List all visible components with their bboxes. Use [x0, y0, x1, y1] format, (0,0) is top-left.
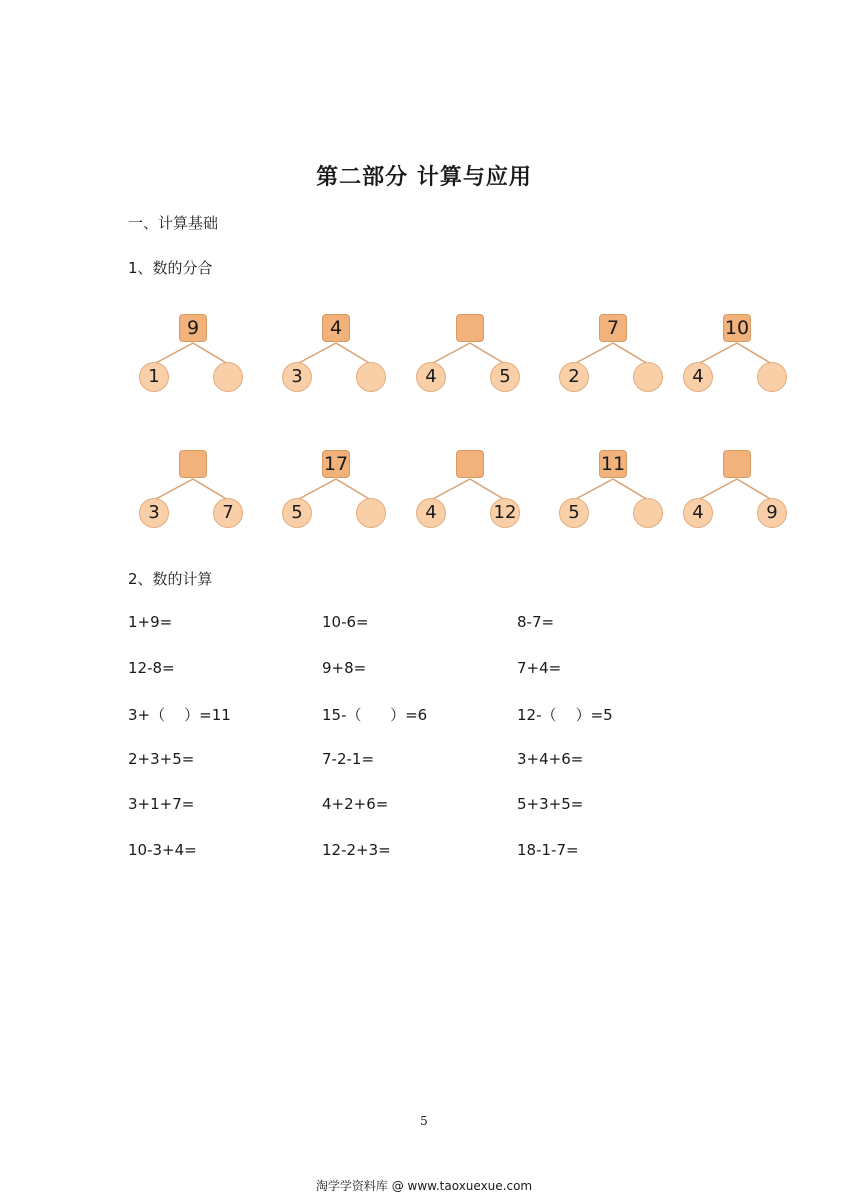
- bond-part-left: 3: [139, 498, 169, 528]
- calc-problem: 4+2+6=: [322, 795, 389, 813]
- footer-watermark: 淘学学资料库 @ www.taoxuexue.com: [315, 1179, 533, 1193]
- calc-problem: 5+3+5=: [517, 795, 584, 813]
- calc-problem: 12-8=: [128, 659, 175, 677]
- bond-total-box: [179, 450, 207, 478]
- bond-part-right: [356, 362, 386, 392]
- bond-total-box: [723, 450, 751, 478]
- bond-total-box: 10: [723, 314, 751, 342]
- bond-part-right: [213, 362, 243, 392]
- subsection-heading-decomposition: 1、数的分合: [128, 259, 213, 277]
- bond-total-box: 17: [322, 450, 350, 478]
- calc-problem: 10-6=: [322, 613, 369, 631]
- bond-line: [154, 343, 193, 364]
- bond-part-left: 4: [416, 362, 446, 392]
- bond-total-box: 9: [179, 314, 207, 342]
- page-number: 5: [420, 1114, 428, 1128]
- bond-line: [297, 479, 336, 500]
- bond-line: [297, 343, 336, 364]
- bond-line: [193, 343, 228, 364]
- bond-line: [574, 479, 613, 500]
- bond-part-right: 9: [757, 498, 787, 528]
- bond-line: [737, 343, 772, 364]
- calc-problem: 7+4=: [517, 659, 562, 677]
- calc-problem: 18-1-7=: [517, 841, 579, 859]
- bond-line: [613, 479, 648, 500]
- number-bond: [683, 450, 793, 545]
- calc-problem: 1+9=: [128, 613, 173, 631]
- bond-line: [613, 343, 648, 364]
- calc-problem: 3+1+7=: [128, 795, 195, 813]
- bond-part-left: 4: [416, 498, 446, 528]
- subsection-heading-calculation: 2、数的计算: [128, 570, 213, 588]
- bond-total-box: 7: [599, 314, 627, 342]
- bond-total-box: [456, 314, 484, 342]
- bond-line: [470, 343, 505, 364]
- bond-total-box: 11: [599, 450, 627, 478]
- bond-part-right: [356, 498, 386, 528]
- bond-line: [698, 343, 737, 364]
- bond-line: [574, 343, 613, 364]
- bond-part-right: 5: [490, 362, 520, 392]
- bond-part-left: 4: [683, 362, 713, 392]
- number-bond: [139, 450, 249, 545]
- calc-problem: 3+4+6=: [517, 750, 584, 768]
- bond-line: [193, 479, 228, 500]
- bond-line: [154, 479, 193, 500]
- bond-part-left: 5: [559, 498, 589, 528]
- bond-part-right: [633, 498, 663, 528]
- section-heading: 一、计算基础: [128, 214, 219, 232]
- number-bond: [416, 314, 526, 409]
- number-bond: [559, 450, 669, 545]
- calc-problem: 3+（ ）=11: [128, 706, 231, 724]
- bond-part-right: [757, 362, 787, 392]
- bond-total-box: [456, 450, 484, 478]
- number-bond: [282, 450, 392, 545]
- bond-part-right: [633, 362, 663, 392]
- calc-problem: 15-（ ）=6: [322, 706, 428, 724]
- number-bond: [416, 450, 526, 545]
- calc-problem: 12-（ ）=5: [517, 706, 613, 724]
- bond-part-left: 1: [139, 362, 169, 392]
- bond-part-right: 12: [490, 498, 520, 528]
- bond-line: [698, 479, 737, 500]
- number-bond: [139, 314, 249, 409]
- bond-total-box: 4: [322, 314, 350, 342]
- bond-line: [431, 479, 470, 500]
- calc-problem: 9+8=: [322, 659, 367, 677]
- number-bond: [559, 314, 669, 409]
- bond-line: [737, 479, 772, 500]
- bond-part-left: 4: [683, 498, 713, 528]
- page-title: 第二部分 计算与应用: [316, 165, 532, 190]
- calc-problem: 10-3+4=: [128, 841, 197, 859]
- calc-problem: 12-2+3=: [322, 841, 391, 859]
- bond-line: [336, 343, 371, 364]
- bond-line: [336, 479, 371, 500]
- bond-part-left: 2: [559, 362, 589, 392]
- calc-problem: 2+3+5=: [128, 750, 195, 768]
- bond-line: [470, 479, 505, 500]
- bond-line: [431, 343, 470, 364]
- number-bond: [683, 314, 793, 409]
- calc-problem: 8-7=: [517, 613, 555, 631]
- bond-part-left: 5: [282, 498, 312, 528]
- bond-part-right: 7: [213, 498, 243, 528]
- number-bond: [282, 314, 392, 409]
- bond-part-left: 3: [282, 362, 312, 392]
- calc-problem: 7-2-1=: [322, 750, 375, 768]
